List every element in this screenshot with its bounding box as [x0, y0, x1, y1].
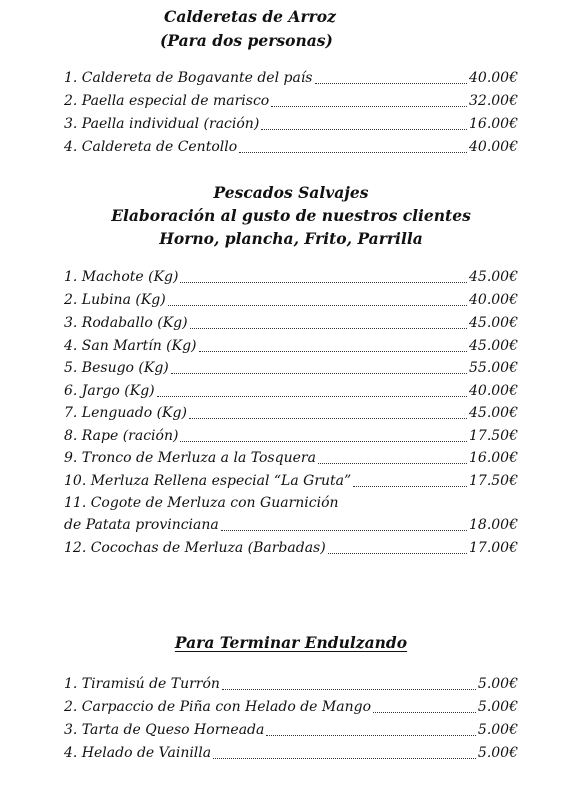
menu-item	[64, 742, 518, 764]
leader-dots	[328, 537, 467, 559]
item-name: 6. Jargo (Kg)	[64, 383, 155, 399]
leader-dots	[199, 335, 467, 357]
leader-dots	[318, 447, 467, 469]
item-name: 1. Caldereta de Bogavante del país	[64, 70, 313, 86]
leader-dots	[180, 266, 467, 288]
section-subtitle-elaboracion: Elaboración al gusto de nuestros clientes	[111, 206, 471, 225]
item-name: 2. Lubina (Kg)	[64, 292, 166, 308]
section-title-postres: Para Terminar Endulzando	[174, 633, 408, 652]
leader-dots	[189, 402, 467, 424]
item-price: 17.50€	[469, 473, 518, 489]
item-name: 11. Cogote de Merluza con Guarnición	[64, 495, 339, 511]
item-price: 40.00€	[469, 70, 518, 86]
menu-item	[64, 266, 518, 288]
item-price: 40.00€	[469, 383, 518, 399]
item-name: 4. Helado de Vainilla	[64, 745, 212, 761]
item-name: de Patata provinciana	[64, 517, 219, 533]
item-price: 40.00€	[469, 292, 518, 308]
item-name: 1. Machote (Kg)	[64, 269, 179, 285]
item-price: 45.00€	[469, 269, 518, 285]
menu-item	[64, 470, 518, 492]
item-price: 45.00€	[469, 315, 518, 331]
item-name: 4. Caldereta de Centollo	[64, 139, 238, 155]
item-price: 5.00€	[477, 745, 518, 761]
item-price: 5.00€	[477, 699, 518, 715]
leader-dots	[266, 719, 476, 741]
menu-item	[64, 447, 518, 469]
item-name: 4. San Martín (Kg)	[64, 338, 197, 354]
menu-item	[64, 289, 518, 311]
item-price: 16.00€	[469, 116, 518, 132]
menu-item	[64, 492, 518, 514]
leader-dots	[221, 514, 467, 536]
item-name: 2. Paella especial de marisco	[64, 93, 270, 109]
item-price: 17.00€	[469, 540, 518, 556]
item-name: 3. Tarta de Queso Horneada	[64, 722, 265, 738]
item-price: 55.00€	[469, 360, 518, 376]
section-title-pescados: Pescados Salvajes	[213, 183, 369, 202]
item-price: 16.00€	[469, 450, 518, 466]
leader-dots	[168, 289, 467, 311]
item-price: 18.00€	[469, 517, 518, 533]
leader-dots	[261, 113, 467, 135]
leader-dots	[353, 470, 467, 492]
menu-item	[64, 719, 518, 741]
menu-item	[64, 380, 518, 402]
item-price: 40.00€	[469, 139, 518, 155]
item-price: 32.00€	[469, 93, 518, 109]
item-name: 3. Rodaballo (Kg)	[64, 315, 188, 331]
menu-item	[64, 514, 518, 536]
item-price: 5.00€	[477, 722, 518, 738]
section-subtitle-coccion: Horno, plancha, Frito, Parrilla	[159, 229, 423, 248]
leader-dots	[315, 67, 468, 89]
menu-item	[64, 90, 518, 112]
item-price: 17.50€	[469, 428, 518, 444]
leader-dots	[271, 90, 467, 112]
menu-item	[64, 537, 518, 559]
leader-dots	[213, 742, 476, 764]
menu-item	[64, 402, 518, 424]
leader-dots	[180, 425, 467, 447]
leader-dots	[373, 696, 476, 718]
item-price: 45.00€	[469, 338, 518, 354]
leader-dots	[239, 136, 467, 158]
item-name: 1. Tiramisú de Turrón	[64, 676, 220, 692]
item-name: 7. Lenguado (Kg)	[64, 405, 187, 421]
item-name: 9. Tronco de Merluza a la Tosquera	[64, 450, 316, 466]
item-price: 5.00€	[477, 676, 518, 692]
menu-item	[64, 335, 518, 357]
leader-dots	[157, 380, 467, 402]
menu-item	[64, 696, 518, 718]
menu-item	[64, 113, 518, 135]
leader-dots	[171, 357, 467, 379]
item-name: 3. Paella individual (ración)	[64, 116, 260, 132]
section-subtitle-arroz: (Para dos personas)	[160, 31, 333, 50]
item-name: 5. Besugo (Kg)	[64, 360, 169, 376]
menu-item	[64, 425, 518, 447]
leader-dots	[190, 312, 467, 334]
item-price: 45.00€	[469, 405, 518, 421]
menu-item	[64, 312, 518, 334]
leader-dots	[222, 673, 476, 695]
item-name: 2. Carpaccio de Piña con Helado de Mango	[64, 699, 371, 715]
item-name: 10. Merluza Rellena especial “La Gruta”	[64, 473, 352, 489]
menu-item	[64, 357, 518, 379]
item-name: 8. Rape (ración)	[64, 428, 179, 444]
menu-item	[64, 673, 518, 695]
menu-item	[64, 136, 518, 158]
menu-item	[64, 67, 518, 89]
section-title-arroz: Calderetas de Arroz	[164, 7, 336, 26]
item-name: 12. Cocochas de Merluza (Barbadas)	[64, 540, 326, 556]
